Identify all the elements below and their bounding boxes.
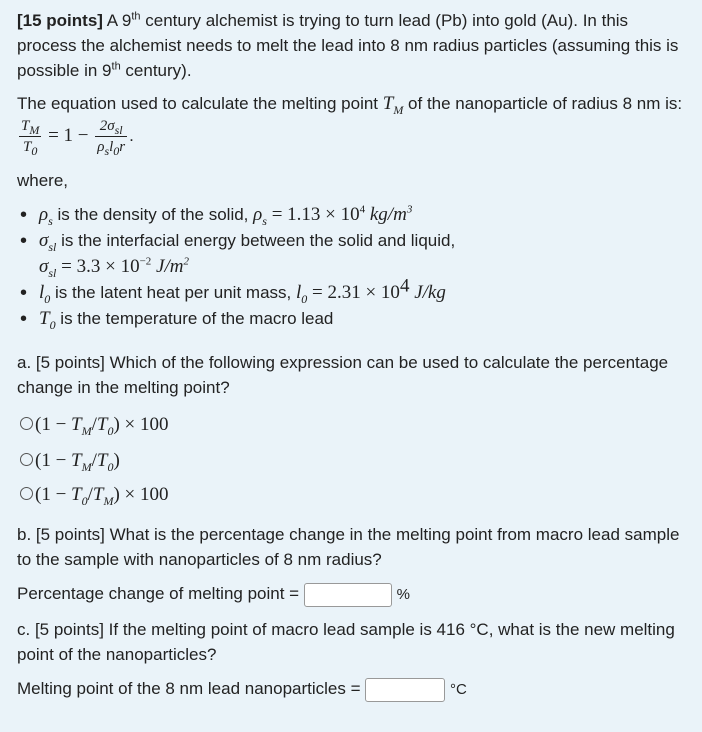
- part-c-answer-row: [17, 676, 685, 702]
- intro-text-b: century alchemist is trying to turn lead (Pb) into gold (Au). In this process the alchemist needs to melt the lead into 8 nm radius particles (assuming this is possible in 9: [17, 11, 679, 80]
- equals-one: = 1 −: [48, 124, 89, 146]
- option-a2[interactable]: $(1 - T_M/T_0)$: [20, 448, 120, 474]
- intro-sup-th2: th: [111, 60, 121, 73]
- part-c-label: Melting point of the 8 nm lead nanoparticles =: [17, 679, 361, 698]
- melting-point-input[interactable]: [365, 678, 445, 702]
- percentage-input[interactable]: [304, 583, 392, 607]
- equation-end: .: [129, 125, 134, 145]
- celsius-unit: °C: [450, 681, 467, 698]
- part-b-label: Percentage change of melting point =: [17, 584, 300, 603]
- list-item: • $\sigma_{sl}$ is the interfacial energy between the solid and liquid, $\sigma_{sl} = 3.3 \times 10^{-2}$ $J/m^2$: [17, 228, 677, 280]
- list-item: • $T_0$ is the temperature of the macro lead: [17, 306, 677, 332]
- energy-fraction: $\frac{2\sigma_{sl}}{\rho_sl_0r}$: [97, 118, 126, 158]
- radio-circle-icon[interactable]: [20, 487, 33, 500]
- intro-paragraph: [17, 8, 685, 83]
- tm-symbol: $T_M$: [382, 93, 404, 117]
- percent-unit: %: [396, 586, 410, 603]
- intro-points: [15 points]: [17, 11, 103, 30]
- intro-text-a: A 9: [102, 11, 132, 30]
- definitions-list: [17, 202, 677, 332]
- equation-paragraph: [17, 92, 685, 157]
- part-a-question: a. [5 points] Which of the following expression can be used to calculate the percentage change in the melting point?: [17, 353, 669, 397]
- list-item: • $\rho_s$ is the density of the solid, $\rho_s = 1.13 \times 10^4$ $kg/m^3$: [17, 202, 677, 228]
- radio-circle-icon[interactable]: [20, 453, 33, 466]
- list-item: • $l_0$ is the latent heat per unit mass, $l_0 = 2.31 \times 10^4$ J/kg: [17, 280, 677, 306]
- option-a3[interactable]: $(1 - T_0/T_M) \times 100$: [20, 482, 169, 508]
- option-a1[interactable]: $(1 - T_M/T_0) \times 100$: [20, 412, 169, 438]
- where-label: where,: [17, 171, 69, 190]
- intro-sup-th: th: [131, 10, 141, 23]
- equation-text-a: The equation used to calculate the melting point: [17, 94, 383, 113]
- part-b-question: b. [5 points] What is the percentage change in the melting point from macro lead sample to the sample with nanoparticles of 8 nm radius?: [17, 525, 680, 569]
- part-b-answer-row: [17, 581, 685, 607]
- part-c-question: c. [5 points] If the melting point of macro lead sample is 416 °C, what is the new melting point of the nanoparticles?: [17, 620, 675, 664]
- ratio-fraction: $\frac{T_M}{T_0}$: [21, 118, 40, 158]
- equation-text-b: of the nanoparticle of radius 8 nm is:: [403, 94, 683, 113]
- radio-circle-icon[interactable]: [20, 417, 33, 430]
- intro-text-c: century).: [120, 61, 192, 80]
